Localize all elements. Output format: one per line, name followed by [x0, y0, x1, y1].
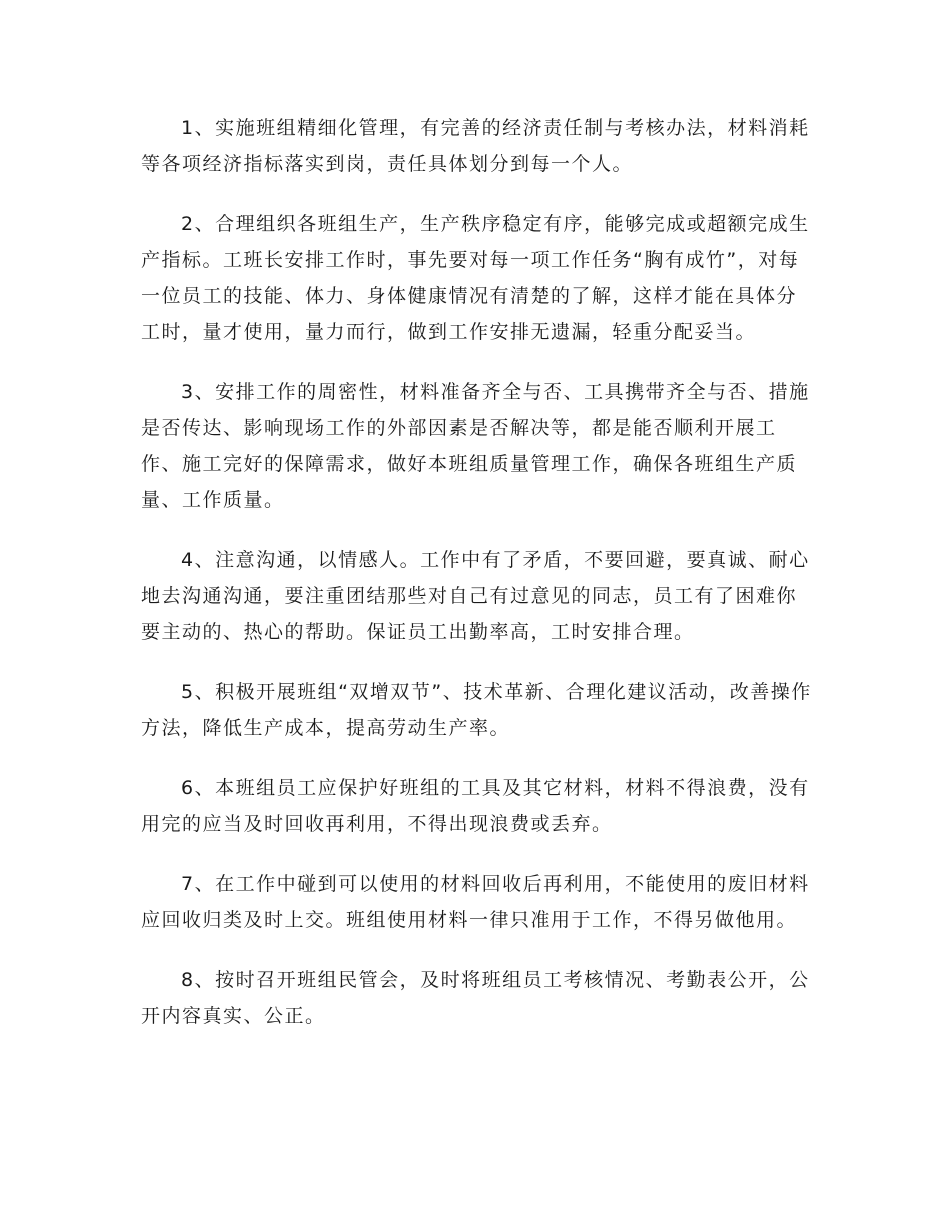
paragraph-8: 8、按时召开班组民管会，及时将班组员工考核情况、考勤表公开，公开内容真实、公正。 [141, 969, 810, 1027]
paragraph-5: 5、积极开展班组“双增双节”、技术革新、合理化建议活动，改善操作方法，降低生产成本，提高劳动生产率。 [141, 681, 812, 739]
document-body [141, 110, 813, 1058]
paragraph-4: 4、注意沟通，以情感人。工作中有了矛盾，不要回避，要真诚、耐心地去沟通沟通，要注重团结那些对自己有过意见的同志，员工有了困难你要主动的、热心的帮助。保证员工出勤率高，工时安排合理。 [141, 549, 810, 643]
paragraph-6: 6、本班组员工应保护好班组的工具及其它材料，材料不得浪费，没有用完的应当及时回收再利用，不得出现浪费或丢弃。 [141, 777, 810, 835]
paragraph-3: 3、安排工作的周密性，材料准备齐全与否、工具携带齐全与否、措施是否传达、影响现场工作的外部因素是否解决等，都是能否顺利开展工作、施工完好的保障需求，做好本班组质量管理工作，确保各班组生产质量、工作质量。 [141, 381, 810, 511]
paragraph-1: 1、实施班组精细化管理，有完善的经济责任制与考核办法，材料消耗等各项经济指标落实到岗，责任具体划分到每一个人。 [141, 117, 810, 175]
paragraph-2: 2、合理组织各班组生产，生产秩序稳定有序，能够完成或超额完成生产指标。工班长安排工作时，事先要对每一项工作任务“胸有成竹”，对每一位员工的技能、体力、身体健康情况有清楚的了解，这样才能在具体分工时，量才使用，量力而行，做到工作安排无遗漏，轻重分配妥当。 [141, 213, 810, 343]
paragraph-7: 7、在工作中碰到可以使用的材料回收后再利用，不能使用的废旧材料应回收归类及时上交。班组使用材料一律只准用于工作，不得另做他用。 [141, 873, 810, 931]
